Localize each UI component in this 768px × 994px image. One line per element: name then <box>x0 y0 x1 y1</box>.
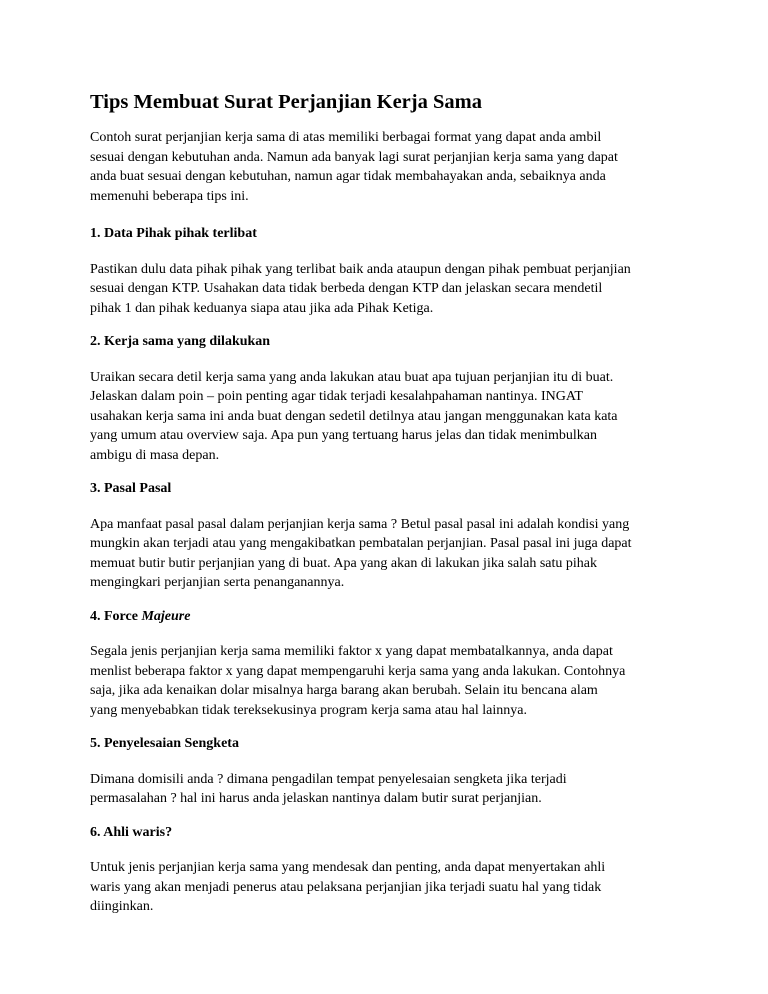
section-force-majeure <box>90 607 690 721</box>
section-paragraph <box>90 770 690 809</box>
section-heading: 5. Penyelesaian Sengketa <box>90 736 239 751</box>
section-heading: 2. Kerja sama yang dilakukan <box>90 334 271 349</box>
text-line: Dimana domisili anda ? dimana pengadilan tempat penyelesaian sengketa jika terjadi <box>90 771 567 787</box>
section-paragraph <box>90 368 690 466</box>
section-paragraph <box>90 642 690 720</box>
document-page <box>90 88 690 917</box>
text-line: Untuk jenis perjanjian kerja sama yang mendesak dan penting, anda dapat menyertakan ahli <box>90 860 606 875</box>
text-line: Segala jenis perjanjian kerja sama memiliki faktor x yang dapat membatalkannya, anda dapat <box>90 644 613 659</box>
text-line: Jelaskan dalam poin – poin penting agar tidak terjadi kesalahpahaman nantinya. INGAT <box>90 389 583 404</box>
text-line: ambigu di masa depan. <box>90 447 220 463</box>
text-line: diinginkan. <box>90 899 154 914</box>
section-paragraph <box>90 515 690 593</box>
text-line: memenuhi beberapa tips ini. <box>90 188 249 204</box>
text-line: Uraikan secara detil kerja sama yang anda lakukan atau buat apa tujuan perjanjian itu di buat. <box>90 369 614 385</box>
section-ahli-waris <box>90 823 690 917</box>
section-data-pihak <box>90 224 690 318</box>
document-title: Tips Membuat Surat Perjanjian Kerja Sama <box>90 91 482 113</box>
intro-paragraph <box>90 128 690 206</box>
section-heading: 1. Data Pihak pihak terlibat <box>90 226 257 241</box>
section-paragraph <box>90 858 690 917</box>
text-line: pihak 1 dan pihak keduanya siapa atau jika ada Pihak Ketiga. <box>90 300 434 316</box>
text-line: Contoh surat perjanjian kerja sama di atas memiliki berbagai format yang dapat anda ambil <box>90 130 602 145</box>
section-heading: 3. Pasal Pasal <box>90 481 172 496</box>
text-line: mungkin akan terjadi atau yang mengakibatkan pembatalan perjanjian. Pasal pasal ini juga dapat <box>90 536 632 551</box>
text-line: waris yang akan menjadi penerus atau pelaksana perjanjian jika terjadi suatu hal yang tidak <box>90 879 602 895</box>
text-line: memuat butir butir perjanjian yang di buat. Apa yang akan di lakukan jika salah satu pihak <box>90 555 597 571</box>
section-heading-text: 4. Force <box>90 608 142 624</box>
text-line: menlist beberapa faktor x yang dapat mempengaruhi kerja sama yang anda lakukan. Contohnya <box>90 663 626 679</box>
text-line: Pastikan dulu data pihak pihak yang terlibat baik anda ataupun dengan pihak pembuat perjanjian <box>90 261 631 277</box>
text-line: Apa manfaat pasal pasal dalam perjanjian kerja sama ? Betul pasal pasal ini adalah kondisi yang <box>90 516 630 532</box>
text-line: mengingkari perjanjian serta penanganannya. <box>90 575 345 590</box>
section-heading <box>90 607 690 627</box>
text-line: anda buat sesuai dengan kebutuhan, namun agar tidak membahayakan anda, sebaiknya anda <box>90 169 606 184</box>
text-line: saja, jika ada kenaikan dolar misalnya harga barang akan berubah. Selain itu bencana alam <box>90 683 598 698</box>
section-kerja-sama <box>90 332 690 465</box>
section-pasal-pasal <box>90 479 690 593</box>
section-paragraph <box>90 260 690 319</box>
text-line: sesuai dengan KTP. Usahakan data tidak berbeda dengan KTP dan jelaskan secara mendetil <box>90 281 603 296</box>
section-penyelesaian-sengketa <box>90 734 690 809</box>
text-line: usahakan kerja sama ini anda buat dengan sedetil detilnya atau jangan menggunakan kata kata <box>90 408 618 424</box>
section-heading: 6. Ahli waris? <box>90 824 173 840</box>
text-line: permasalahan ? hal ini harus anda jelaskan nantinya dalam butir surat perjanjian. <box>90 791 542 806</box>
text-line: sesuai dengan kebutuhan anda. Namun ada banyak lagi surat perjanjian kerja sama yang dapat <box>90 149 618 165</box>
text-line: yang menyebabkan tidak tereksekusinya program kerja sama atau hal lainnya. <box>90 702 527 718</box>
text-line: yang umum atau overview saja. Apa pun yang tertuang harus jelas dan tidak menimbulkan <box>90 428 597 443</box>
section-heading-italic: Majeure <box>141 608 191 624</box>
